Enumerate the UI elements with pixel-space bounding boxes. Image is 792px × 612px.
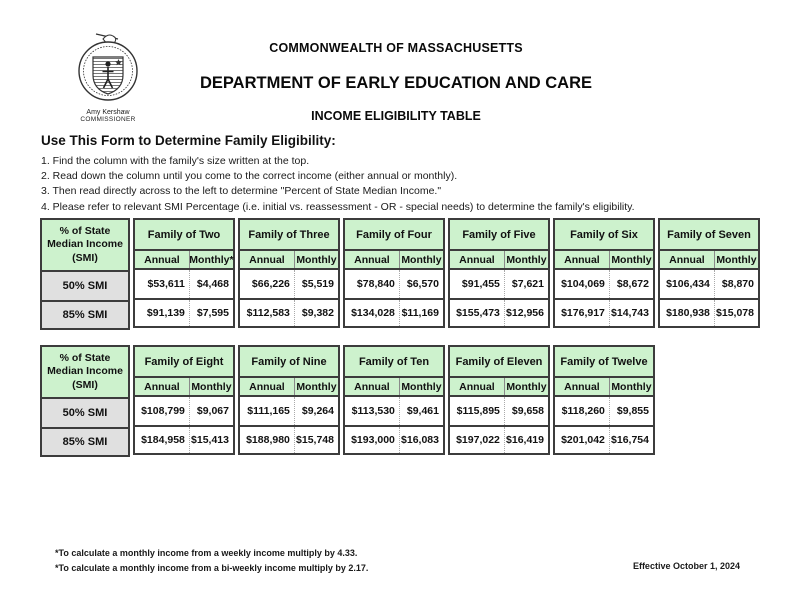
monthly-income-value: $15,748 — [294, 427, 338, 453]
monthly-income-value: $11,169 — [399, 300, 443, 326]
monthly-header: Monthly — [294, 251, 338, 268]
annual-monthly-header-row — [135, 251, 233, 270]
monthly-income-value: $16,083 — [399, 427, 443, 453]
monthly-income-value: $9,461 — [399, 397, 443, 425]
annual-income-value: $184,958 — [141, 434, 185, 446]
income-row — [240, 298, 338, 326]
income-row — [555, 397, 653, 425]
monthly-header: Monthly* — [189, 251, 233, 268]
family-group-header: Family of Four — [345, 220, 443, 251]
family-group — [343, 218, 445, 328]
monthly-income-value: $16,754 — [609, 427, 653, 453]
family-group-header: Family of Six — [555, 220, 653, 251]
income-row — [135, 425, 233, 453]
footnote-weekly: *To calculate a monthly income from a weekly income multiply by 4.33. — [55, 548, 358, 558]
monthly-income-value: $4,468 — [189, 270, 233, 298]
smi-row-label: 50% SMI — [42, 272, 128, 300]
annual-income-value: $78,840 — [356, 278, 395, 290]
smi-label-column — [40, 345, 130, 457]
income-row — [135, 270, 233, 298]
commissioner-title: COMMISSIONER — [80, 116, 136, 123]
annual-income-value: $193,000 — [351, 434, 395, 446]
monthly-income-value: $14,743 — [609, 300, 653, 326]
effective-date: Effective October 1, 2024 — [632, 561, 740, 571]
income-row — [345, 270, 443, 298]
annual-income-value: $180,938 — [666, 307, 710, 319]
monthly-income-value: $8,672 — [609, 270, 653, 298]
monthly-income-value: $9,382 — [294, 300, 338, 326]
annual-header: Annual — [240, 251, 294, 268]
annual-header: Annual — [345, 378, 399, 395]
instruction-step: 2. Read down the column until you come to the correct income (either annual or monthly). — [41, 170, 458, 183]
instruction-step: 1. Find the column with the family's size written at the top. — [41, 155, 310, 167]
annual-income-value: $104,069 — [561, 278, 605, 290]
annual-header: Annual — [240, 378, 294, 395]
annual-monthly-header-row — [240, 378, 338, 397]
annual-income-value: $91,455 — [461, 278, 500, 290]
income-row — [135, 397, 233, 425]
instructions-steps — [41, 155, 765, 213]
annual-income-value: $108,799 — [141, 405, 185, 417]
annual-header: Annual — [450, 378, 504, 395]
monthly-header: Monthly — [609, 251, 653, 268]
smi-column-header: % of State Median Income (SMI) — [42, 220, 128, 272]
annual-income-value: $155,473 — [456, 307, 500, 319]
family-group — [448, 218, 550, 328]
monthly-header: Monthly — [504, 378, 548, 395]
annual-income-value: $197,022 — [456, 434, 500, 446]
family-group — [133, 345, 235, 455]
instructions-title: Use This Form to Determine Family Eligibility: — [41, 133, 336, 148]
income-row — [240, 425, 338, 453]
income-row — [345, 397, 443, 425]
annual-income-value: $111,165 — [247, 405, 290, 417]
commissioner-name: Amy Kershaw — [86, 109, 130, 116]
annual-income-value: $66,226 — [251, 278, 290, 290]
annual-header: Annual — [555, 378, 609, 395]
monthly-income-value: $9,067 — [189, 397, 233, 425]
income-row — [660, 298, 758, 326]
annual-income-value: $106,434 — [666, 278, 710, 290]
annual-income-value: $91,139 — [146, 307, 185, 319]
income-row — [240, 270, 338, 298]
family-group — [553, 345, 655, 455]
monthly-income-value: $9,855 — [609, 397, 653, 425]
annual-monthly-header-row — [240, 251, 338, 270]
family-group — [448, 345, 550, 455]
monthly-header: Monthly — [189, 378, 233, 395]
annual-income-value: $118,260 — [561, 405, 605, 417]
annual-monthly-header-row — [135, 378, 233, 397]
smi-label-column — [40, 218, 130, 330]
annual-monthly-header-row — [555, 378, 653, 397]
monthly-header: Monthly — [504, 251, 548, 268]
annual-income-value: $115,895 — [456, 405, 500, 417]
monthly-header: Monthly — [714, 251, 758, 268]
monthly-income-value: $16,419 — [504, 427, 548, 453]
family-group — [133, 218, 235, 328]
annual-header: Annual — [660, 251, 714, 268]
annual-monthly-header-row — [450, 378, 548, 397]
annual-income-value: $176,917 — [561, 307, 605, 319]
income-table-families-two-to-seven — [40, 218, 760, 330]
annual-monthly-header-row — [555, 251, 653, 270]
annual-income-value: $113,530 — [351, 405, 395, 417]
monthly-income-value: $6,570 — [399, 270, 443, 298]
footnote-biweekly: *To calculate a monthly income from a bi-weekly income multiply by 2.17. — [55, 563, 369, 573]
income-row — [450, 270, 548, 298]
smi-row-label: 85% SMI — [42, 427, 128, 455]
family-group-header: Family of Ten — [345, 347, 443, 378]
annual-monthly-header-row — [345, 378, 443, 397]
annual-monthly-header-row — [660, 251, 758, 270]
title-department: DEPARTMENT OF EARLY EDUCATION AND CARE — [199, 74, 593, 92]
monthly-income-value: $15,078 — [714, 300, 758, 326]
income-row — [345, 425, 443, 453]
annual-header: Annual — [135, 251, 189, 268]
monthly-income-value: $5,519 — [294, 270, 338, 298]
instruction-step: 3. Then read directly across to the left to determine "Percent of State Median Income." — [41, 185, 442, 198]
annual-income-value: $201,042 — [561, 434, 605, 446]
instructions-section — [41, 133, 765, 216]
family-group — [343, 345, 445, 455]
monthly-income-value: $9,658 — [504, 397, 548, 425]
monthly-header: Monthly — [399, 251, 443, 268]
family-group-header: Family of Nine — [240, 347, 338, 378]
annual-monthly-header-row — [450, 251, 548, 270]
family-group-header: Family of Three — [240, 220, 338, 251]
family-group — [553, 218, 655, 328]
annual-income-value: $53,611 — [147, 278, 185, 290]
income-row — [450, 425, 548, 453]
monthly-header: Monthly — [294, 378, 338, 395]
instruction-step: 4. Please refer to relevant SMI Percentage (i.e. initial vs. reassessment - OR - special needs) to determine the family's eligibility. — [41, 200, 635, 213]
footnotes — [55, 548, 368, 578]
income-row — [660, 270, 758, 298]
monthly-income-value: $15,413 — [189, 427, 233, 453]
smi-row-label: 85% SMI — [42, 300, 128, 328]
income-row — [555, 270, 653, 298]
family-group — [238, 345, 340, 455]
annual-income-value: $188,980 — [246, 434, 290, 446]
income-row — [450, 298, 548, 326]
monthly-income-value: $7,595 — [189, 300, 233, 326]
income-row — [240, 397, 338, 425]
monthly-header: Monthly — [609, 378, 653, 395]
annual-monthly-header-row — [345, 251, 443, 270]
annual-header: Annual — [555, 251, 609, 268]
family-group-header: Family of Two — [135, 220, 233, 251]
family-group — [238, 218, 340, 328]
annual-header: Annual — [450, 251, 504, 268]
monthly-income-value: $12,956 — [504, 300, 548, 326]
smi-column-header: % of State Median Income (SMI) — [42, 347, 128, 399]
annual-income-value: $112,583 — [246, 307, 290, 319]
title-income-table: INCOME ELIGIBILITY TABLE — [311, 109, 481, 123]
family-group-header: Family of Eight — [135, 347, 233, 378]
income-row — [135, 298, 233, 326]
monthly-income-value: $8,870 — [714, 270, 758, 298]
annual-header: Annual — [345, 251, 399, 268]
title-commonwealth: COMMONWEALTH OF MASSACHUSETTS — [269, 41, 523, 55]
income-row — [450, 397, 548, 425]
income-row — [555, 298, 653, 326]
monthly-income-value: $9,264 — [294, 397, 338, 425]
family-group-header: Family of Twelve — [555, 347, 653, 378]
family-group-header: Family of Eleven — [450, 347, 548, 378]
monthly-header: Monthly — [399, 378, 443, 395]
monthly-income-value: $7,621 — [504, 270, 548, 298]
income-row — [555, 425, 653, 453]
family-group-header: Family of Five — [450, 220, 548, 251]
income-table-families-eight-to-twelve — [40, 345, 655, 457]
family-group — [658, 218, 760, 328]
income-row — [345, 298, 443, 326]
smi-row-label: 50% SMI — [42, 399, 128, 427]
annual-header: Annual — [135, 378, 189, 395]
annual-income-value: $134,028 — [351, 307, 395, 319]
family-group-header: Family of Seven — [660, 220, 758, 251]
